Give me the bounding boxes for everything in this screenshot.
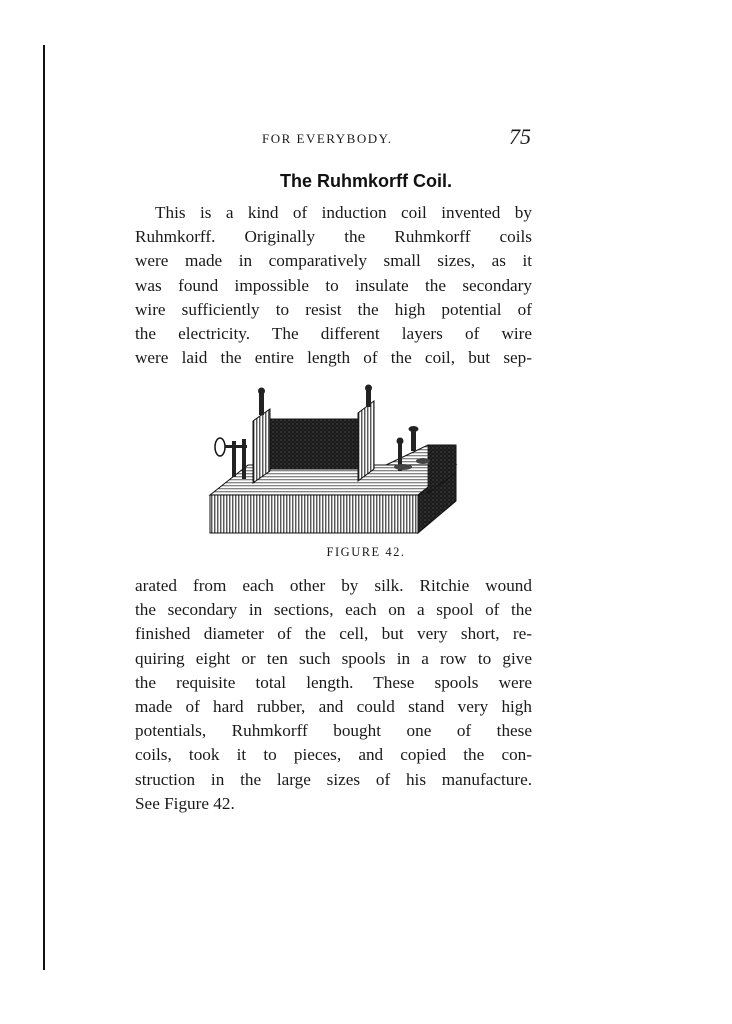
text-line: were made in comparatively small sizes, as it bbox=[135, 251, 532, 271]
text-line: coils, took it to pieces, and copied the con- bbox=[135, 745, 532, 765]
text-line: made of hard rubber, and could stand very high bbox=[135, 697, 532, 717]
section-title: The Ruhmkorff Coil. bbox=[280, 171, 452, 191]
text-line: This is a kind of induction coil invented by bbox=[155, 203, 532, 222]
coil-body bbox=[266, 419, 358, 469]
text-line: struction in the large sizes of his manufacture. bbox=[135, 769, 532, 789]
paragraph-2 bbox=[135, 574, 532, 816]
ruhmkorff-coil-illustration bbox=[208, 383, 463, 543]
running-head: FOR EVERYBODY. bbox=[262, 131, 393, 146]
text-line: the requisite total length. These spools were bbox=[135, 672, 532, 692]
text-line: finished diameter of the cell, but very short, re- bbox=[135, 624, 532, 644]
text-line: See Figure 42. bbox=[135, 793, 235, 813]
left-end-plate bbox=[253, 409, 270, 483]
text-line: arated from each other by silk. Ritchie wound bbox=[135, 576, 532, 595]
interrupter-disc bbox=[215, 438, 225, 456]
page-number: 75 bbox=[509, 124, 531, 149]
text-line: the secondary in sections, each on a spool of the bbox=[135, 600, 532, 620]
text-line: Ruhmkorff. Originally the Ruhmkorff coils bbox=[135, 227, 532, 247]
right-end-plate bbox=[358, 401, 374, 481]
text-line: was found impossible to insulate the secondary bbox=[135, 275, 532, 295]
terminal-left bbox=[259, 391, 264, 415]
text-line: were laid the entire length of the coil, but sep- bbox=[135, 348, 532, 368]
base-front bbox=[210, 495, 418, 533]
paragraph-1 bbox=[135, 201, 532, 370]
text-line: potentials, Ruhmkorff bought one of these bbox=[135, 721, 532, 741]
figure-caption: FIGURE 42. bbox=[326, 545, 406, 559]
text-line: the electricity. The different layers of wire bbox=[135, 324, 532, 344]
text-line: quiring eight or ten such spools in a row to give bbox=[135, 648, 532, 668]
text-line: wire sufficiently to resist the high potential of bbox=[135, 299, 532, 319]
